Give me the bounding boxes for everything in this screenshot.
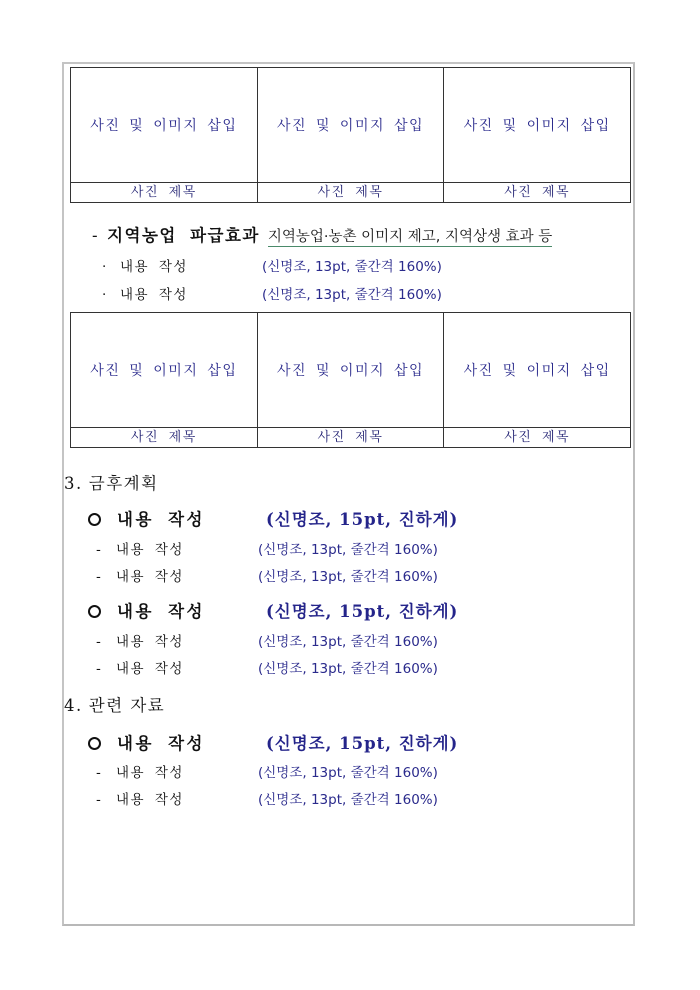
image-row [71,68,631,183]
caption-row [71,428,631,448]
bullet-spec: (신명조, 13pt, 줄간격 160%) [262,287,442,303]
major-item-spec: (신명조, 15pt, 진하게) [266,734,459,753]
section-heading-related-materials [64,692,165,716]
dash-marker: - [96,569,101,585]
minor-item-spec: (신명조, 13pt, 줄간격 160%) [258,661,438,677]
minor-item [96,761,184,781]
section-title: 금후계획 [88,474,159,493]
minor-item-label: 내용 작성 [116,542,184,558]
minor-item-label: 내용 작성 [116,634,184,650]
bullet-dot-icon: · [102,287,107,303]
major-item [88,506,205,530]
major-item [88,730,205,754]
photo-caption-cell[interactable]: 사진 제목 [444,183,631,203]
minor-item [96,788,184,808]
photo-caption-cell[interactable]: 사진 제목 [257,183,444,203]
bullet-item [102,255,188,275]
photo-table-1 [70,67,631,203]
major-item-label: 내용 작성 [117,734,206,753]
photo-caption-cell[interactable]: 사진 제목 [444,428,631,448]
bullet-label: 내용 작성 [120,259,188,275]
major-item-label: 내용 작성 [117,602,206,621]
circle-bullet-icon [88,513,101,526]
section-number: 3. [64,474,83,493]
minor-item [96,657,184,677]
minor-item [96,630,184,650]
major-item-label: 내용 작성 [117,510,206,529]
section-heading-future-plan [64,470,159,494]
minor-item [96,538,184,558]
section-title: 관련 자료 [88,696,166,715]
major-item [88,598,205,622]
regional-effect-note: 지역농업·농촌 이미지 제고, 지역상생 효과 등 [267,229,553,245]
minor-item-label: 내용 작성 [116,765,184,781]
minor-item-spec: (신명조, 13pt, 줄간격 160%) [258,542,438,558]
image-placeholder-cell[interactable]: 사진 및 이미지 삽입 [71,313,258,428]
dash-marker: - [96,792,101,808]
dash-marker: - [92,226,100,245]
image-row [71,313,631,428]
photo-caption-cell[interactable]: 사진 제목 [71,428,258,448]
photo-caption-cell[interactable]: 사진 제목 [257,428,444,448]
regional-effect-heading [92,222,552,246]
bullet-dot-icon: · [102,259,107,275]
minor-item-label: 내용 작성 [116,569,184,585]
circle-bullet-icon [88,605,101,618]
regional-effect-title: 지역농업 파급효과 [107,226,260,245]
image-placeholder-cell[interactable]: 사진 및 이미지 삽입 [444,68,631,183]
minor-item-label: 내용 작성 [116,792,184,808]
caption-row [71,183,631,203]
section-number: 4. [64,696,83,715]
image-placeholder-cell[interactable]: 사진 및 이미지 삽입 [444,313,631,428]
image-placeholder-cell[interactable]: 사진 및 이미지 삽입 [257,68,444,183]
minor-item-spec: (신명조, 13pt, 줄간격 160%) [258,569,438,585]
minor-item-label: 내용 작성 [116,661,184,677]
major-item-spec: (신명조, 15pt, 진하게) [266,510,459,529]
bullet-label: 내용 작성 [120,287,188,303]
dash-marker: - [96,661,101,677]
image-placeholder-cell[interactable]: 사진 및 이미지 삽입 [257,313,444,428]
minor-item-spec: (신명조, 13pt, 줄간격 160%) [258,765,438,781]
minor-item-spec: (신명조, 13pt, 줄간격 160%) [258,792,438,808]
bullet-spec: (신명조, 13pt, 줄간격 160%) [262,259,442,275]
photo-table-2 [70,312,631,448]
bullet-item [102,283,188,303]
minor-item-spec: (신명조, 13pt, 줄간격 160%) [258,634,438,650]
photo-caption-cell[interactable]: 사진 제목 [71,183,258,203]
dash-marker: - [96,765,101,781]
major-item-spec: (신명조, 15pt, 진하게) [266,602,459,621]
image-placeholder-cell[interactable]: 사진 및 이미지 삽입 [71,68,258,183]
circle-bullet-icon [88,737,101,750]
dash-marker: - [96,542,101,558]
dash-marker: - [96,634,101,650]
minor-item [96,565,184,585]
